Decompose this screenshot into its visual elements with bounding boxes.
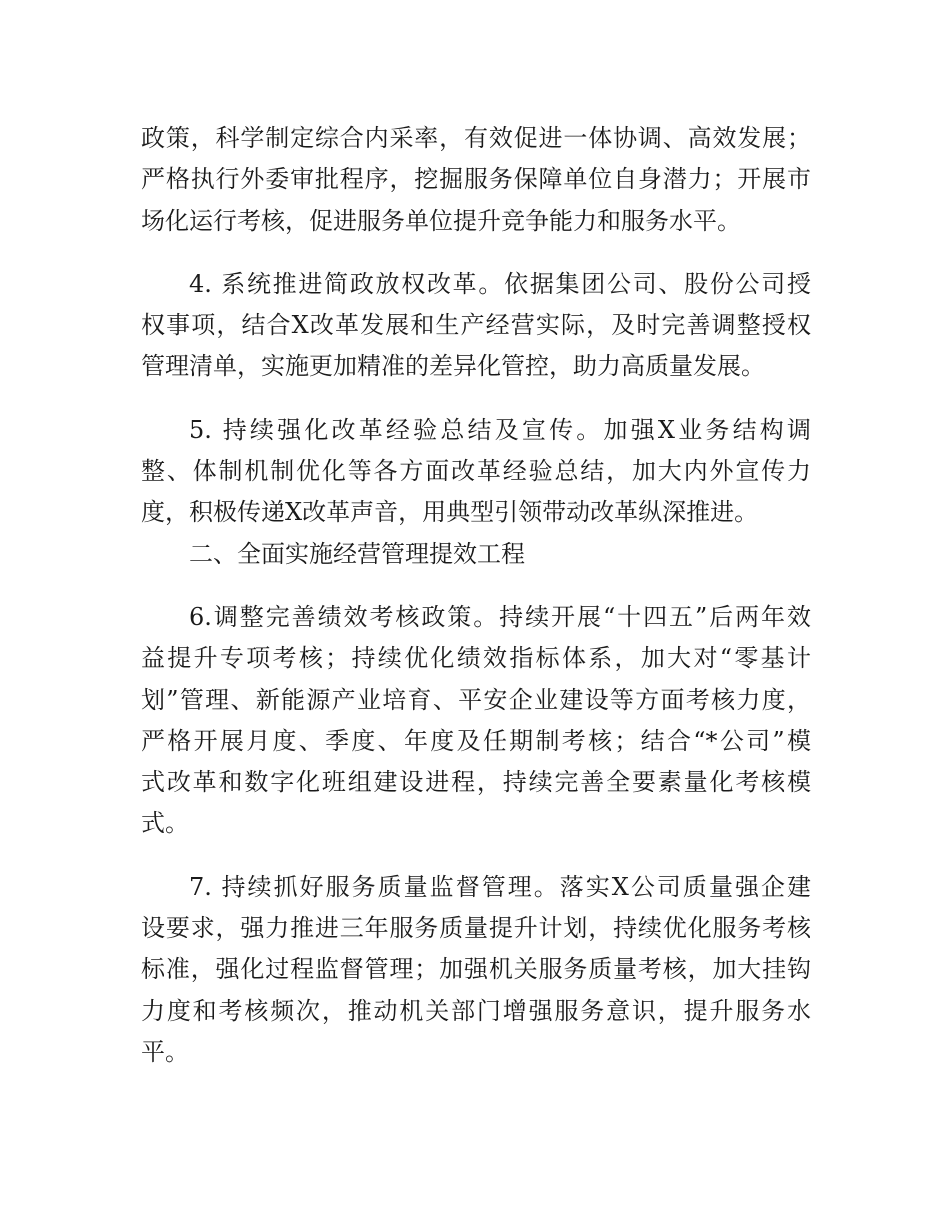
text-line: 政策，科学制定综合内采率，有效促进一体协调、高效发展； <box>141 124 811 152</box>
text-line: 权事项，结合X改革发展和生产经营实际，及时完善调整授权 <box>141 311 811 340</box>
text-line: 7. 持续抓好服务质量监督管理。落实X公司质量强企建 <box>189 872 811 901</box>
text-line: 严格开展月度、季度、年度及任期制考核；结合“*公司”模 <box>141 726 811 755</box>
paragraph-item-7 <box>141 867 811 1073</box>
paragraph-item-6 <box>141 597 811 845</box>
text-line: 严格执行外委审批程序，挖掘服务保障单位自身潜力；开展市 <box>141 165 811 194</box>
text-line: 整、体制机制优化等各方面改革经验总结，加大内外宣传力 <box>141 457 811 486</box>
text-line: 式改革和数字化班组建设进程，持续完善全要素量化考核模 <box>141 768 811 797</box>
text-line: 益提升专项考核；持续优化绩效指标体系，加大对“零基计 <box>141 644 811 673</box>
heading-text: 二、全面实施经营管理提效工程 <box>189 539 525 568</box>
text-line: 管理清单，实施更加精准的差异化管控，助力高质量发展。 <box>141 352 765 381</box>
paragraph-continuation <box>141 118 811 242</box>
text-line: 设要求，强力推进三年服务质量提升计划，持续优化服务考核 <box>141 914 811 943</box>
text-line: 平。 <box>141 1037 189 1066</box>
text-line: 划”管理、新能源产业培育、平安企业建设等方面考核力度， <box>141 685 811 714</box>
text-line: 式。 <box>141 809 189 838</box>
section-heading <box>141 534 811 575</box>
paragraph-item-4 <box>141 264 811 388</box>
document-body <box>141 118 811 1073</box>
paragraph-item-5 <box>141 410 811 534</box>
text-line: 度，积极传递X改革声音，用典型引领带动改革纵深推进。 <box>141 498 759 527</box>
text-line: 场化运行考核，促进服务单位提升竞争能力和服务水平。 <box>141 206 741 235</box>
text-line: 力度和考核频次，推动机关部门增强服务意识，提升服务水 <box>141 996 811 1025</box>
text-line: 6.调整完善绩效考核政策。持续开展“十四五”后两年效 <box>189 602 811 631</box>
text-line: 标准，强化过程监督管理；加强机关服务质量考核，加大挂钩 <box>141 955 811 984</box>
text-line: 5. 持续强化改革经验总结及宣传。加强X业务结构调 <box>189 415 811 444</box>
text-line: 4. 系统推进简政放权改革。依据集团公司、股份公司授 <box>189 269 811 298</box>
